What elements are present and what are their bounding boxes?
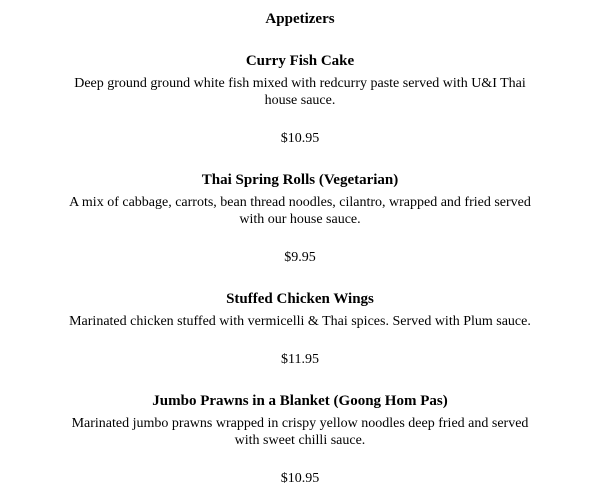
menu-item-curry-fish-cake: [0, 52, 600, 147]
menu-item-name: Stuffed Chicken Wings: [226, 291, 374, 307]
menu-item-thai-spring-rolls: [0, 171, 600, 266]
menu-item-price: $10.95: [280, 131, 320, 146]
menu-item-price: $9.95: [284, 250, 316, 265]
menu-item-price: $11.95: [281, 352, 319, 367]
menu-item-name: Curry Fish Cake: [245, 53, 355, 69]
menu-item-description: Marinated jumbo prawns wrapped in crispy yellow noodles deep fried and served with sweet chilli sauce.: [71, 416, 529, 448]
section-title-appetizers: Appetizers: [265, 11, 335, 27]
menu-item-description: Deep ground ground white fish mixed with redcurry paste served with U&I Thai house sauce.: [74, 76, 526, 108]
menu-item-description: A mix of cabbage, carrots, bean thread noodles, cilantro, wrapped and fried served with our house sauce.: [69, 195, 531, 227]
menu-item-price: $10.95: [280, 471, 320, 486]
menu-item-description: Marinated chicken stuffed with vermicelli & Thai spices. Served with Plum sauce.: [69, 314, 531, 329]
menu-item-jumbo-prawns-blanket: [0, 392, 600, 487]
menu-item-name: Jumbo Prawns in a Blanket (Goong Hom Pas): [152, 393, 448, 409]
menu-item-name: Thai Spring Rolls (Vegetarian): [201, 172, 399, 188]
menu-item-stuffed-chicken-wings: [0, 290, 600, 368]
